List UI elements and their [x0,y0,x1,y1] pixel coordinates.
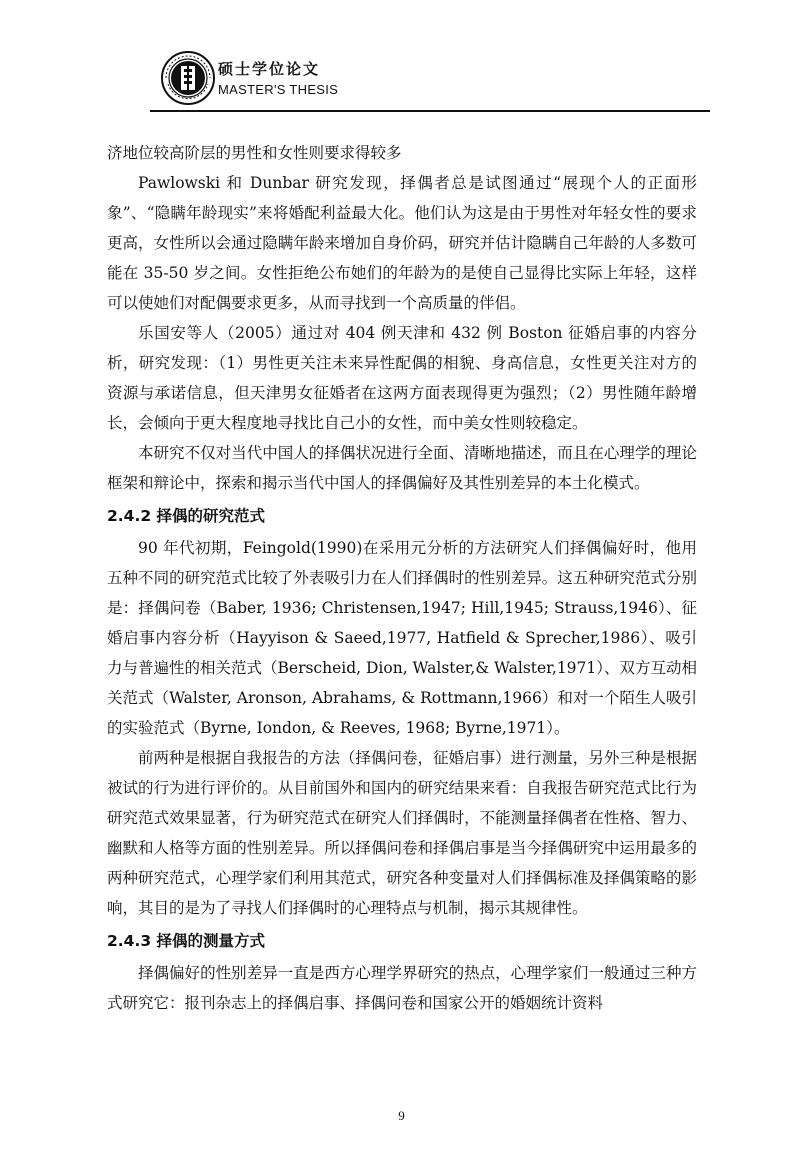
header-rule [150,110,710,112]
section-heading-2-4-2: 2.4.2 择偶的研究范式 [107,507,266,525]
page-number: 9 [398,1108,405,1123]
header-title-en: MASTER'S THESIS [218,82,339,97]
paragraph-self-report: 前两种是根据自我报告的方法（择偶问卷，征婚启事）进行测量，另外三种是根据被试的行为进行评价的。从目前国外和国内的研究结果来看：自我报告研究范式比行为研究范式效果显著，行为研究范式在研究人们择偶时，不能测量择偶者在性格、智力、幽默和人格等方面的性别差异。所以择偶问卷和择偶启事是当今择偶研究中运用最多的两种研究范式，心理学家们利用其范式，研究各种变量对人们择偶标准及择偶策略的影响，其目的是为了寻找人们择偶时的心理特点与机制，揭示其规律性。 [107,749,697,917]
paragraph-this-study: 本研究不仅对当代中国人的择偶状况进行全面、清晰地描述，而且在心理学的理论框架和辩论中，探索和揭示当代中国人的择偶偏好及其性别差异的本土化模式。 [107,444,697,492]
paragraph-measurement: 择偶偏好的性别差异一直是西方心理学界研究的热点，心理学家们一般通过三种方式研究它：报刊杂志上的择偶启事、择偶问卷和国家公开的婚姻统计资料 [107,964,697,1012]
paragraph-feingold: 90 年代初期，Feingold(1990)在采用元分析的方法研究人们择偶偏好时，他用五种不同的研究范式比较了外表吸引力在人们择偶时的性别差异。这五种研究范式分别是：择偶问卷（Baber, 1936; Christensen,1947; Hill,1945; Strauss,1946）、征婚启事内容分析（Hayyison & Saeed,1977, Hatfield & Sprecher,1986）、吸引力与普遍性的相关范式（Berscheid, Dion, Walster,& Walster,1971）、双方互动相关范式（Walster, Aronson, Abrahams, & Rottmann,1966）和对一个陌生人吸引的实验范式（Byrne, Iondon, & Reeves, 1968; Byrne,1971）。 [107,539,698,737]
section-heading-2-4-3: 2.4.3 择偶的测量方式 [107,932,266,950]
page-body [107,138,697,1018]
paragraph-le-guoan: 乐国安等人（2005）通过对 404 例天津和 432 例 Boston 征婚启事的内容分析，研究发现：（1）男性更关注未来异性配偶的相貌、身高信息，女性更关注对方的资源与承诺信息，但天津男女征婚者在这两方面表现得更为强烈；（2）男性随年龄增长，会倾向于更大程度地寻找比自己小的女性，而中美女性则较稳定。 [107,324,697,432]
page-header [150,50,710,112]
paragraph-pawlowski: Pawlowski 和 Dunbar 研究发现，择偶者总是试图通过“展现个人的正面形象”、“隐瞒年龄现实”来将婚配利益最大化。他们认为这是由于男性对年轻女性的要求更高，女性所以会通过隐瞒年龄来增加自身价码，研究并估计隐瞒自己年龄的人多数可能在 35-50 岁之间。女性拒绝公布她们的年龄为的是使自己显得比实际上年轻，这样可以使她们对配偶要求更多，从而寻找到一个高质量的伴侣。 [107,174,697,312]
header-title-cn: 硕士学位论文 [218,60,321,78]
university-seal-logo [160,50,216,106]
paragraph-continued: 济地位较高阶层的男性和女性则要求得较多 [107,144,402,162]
